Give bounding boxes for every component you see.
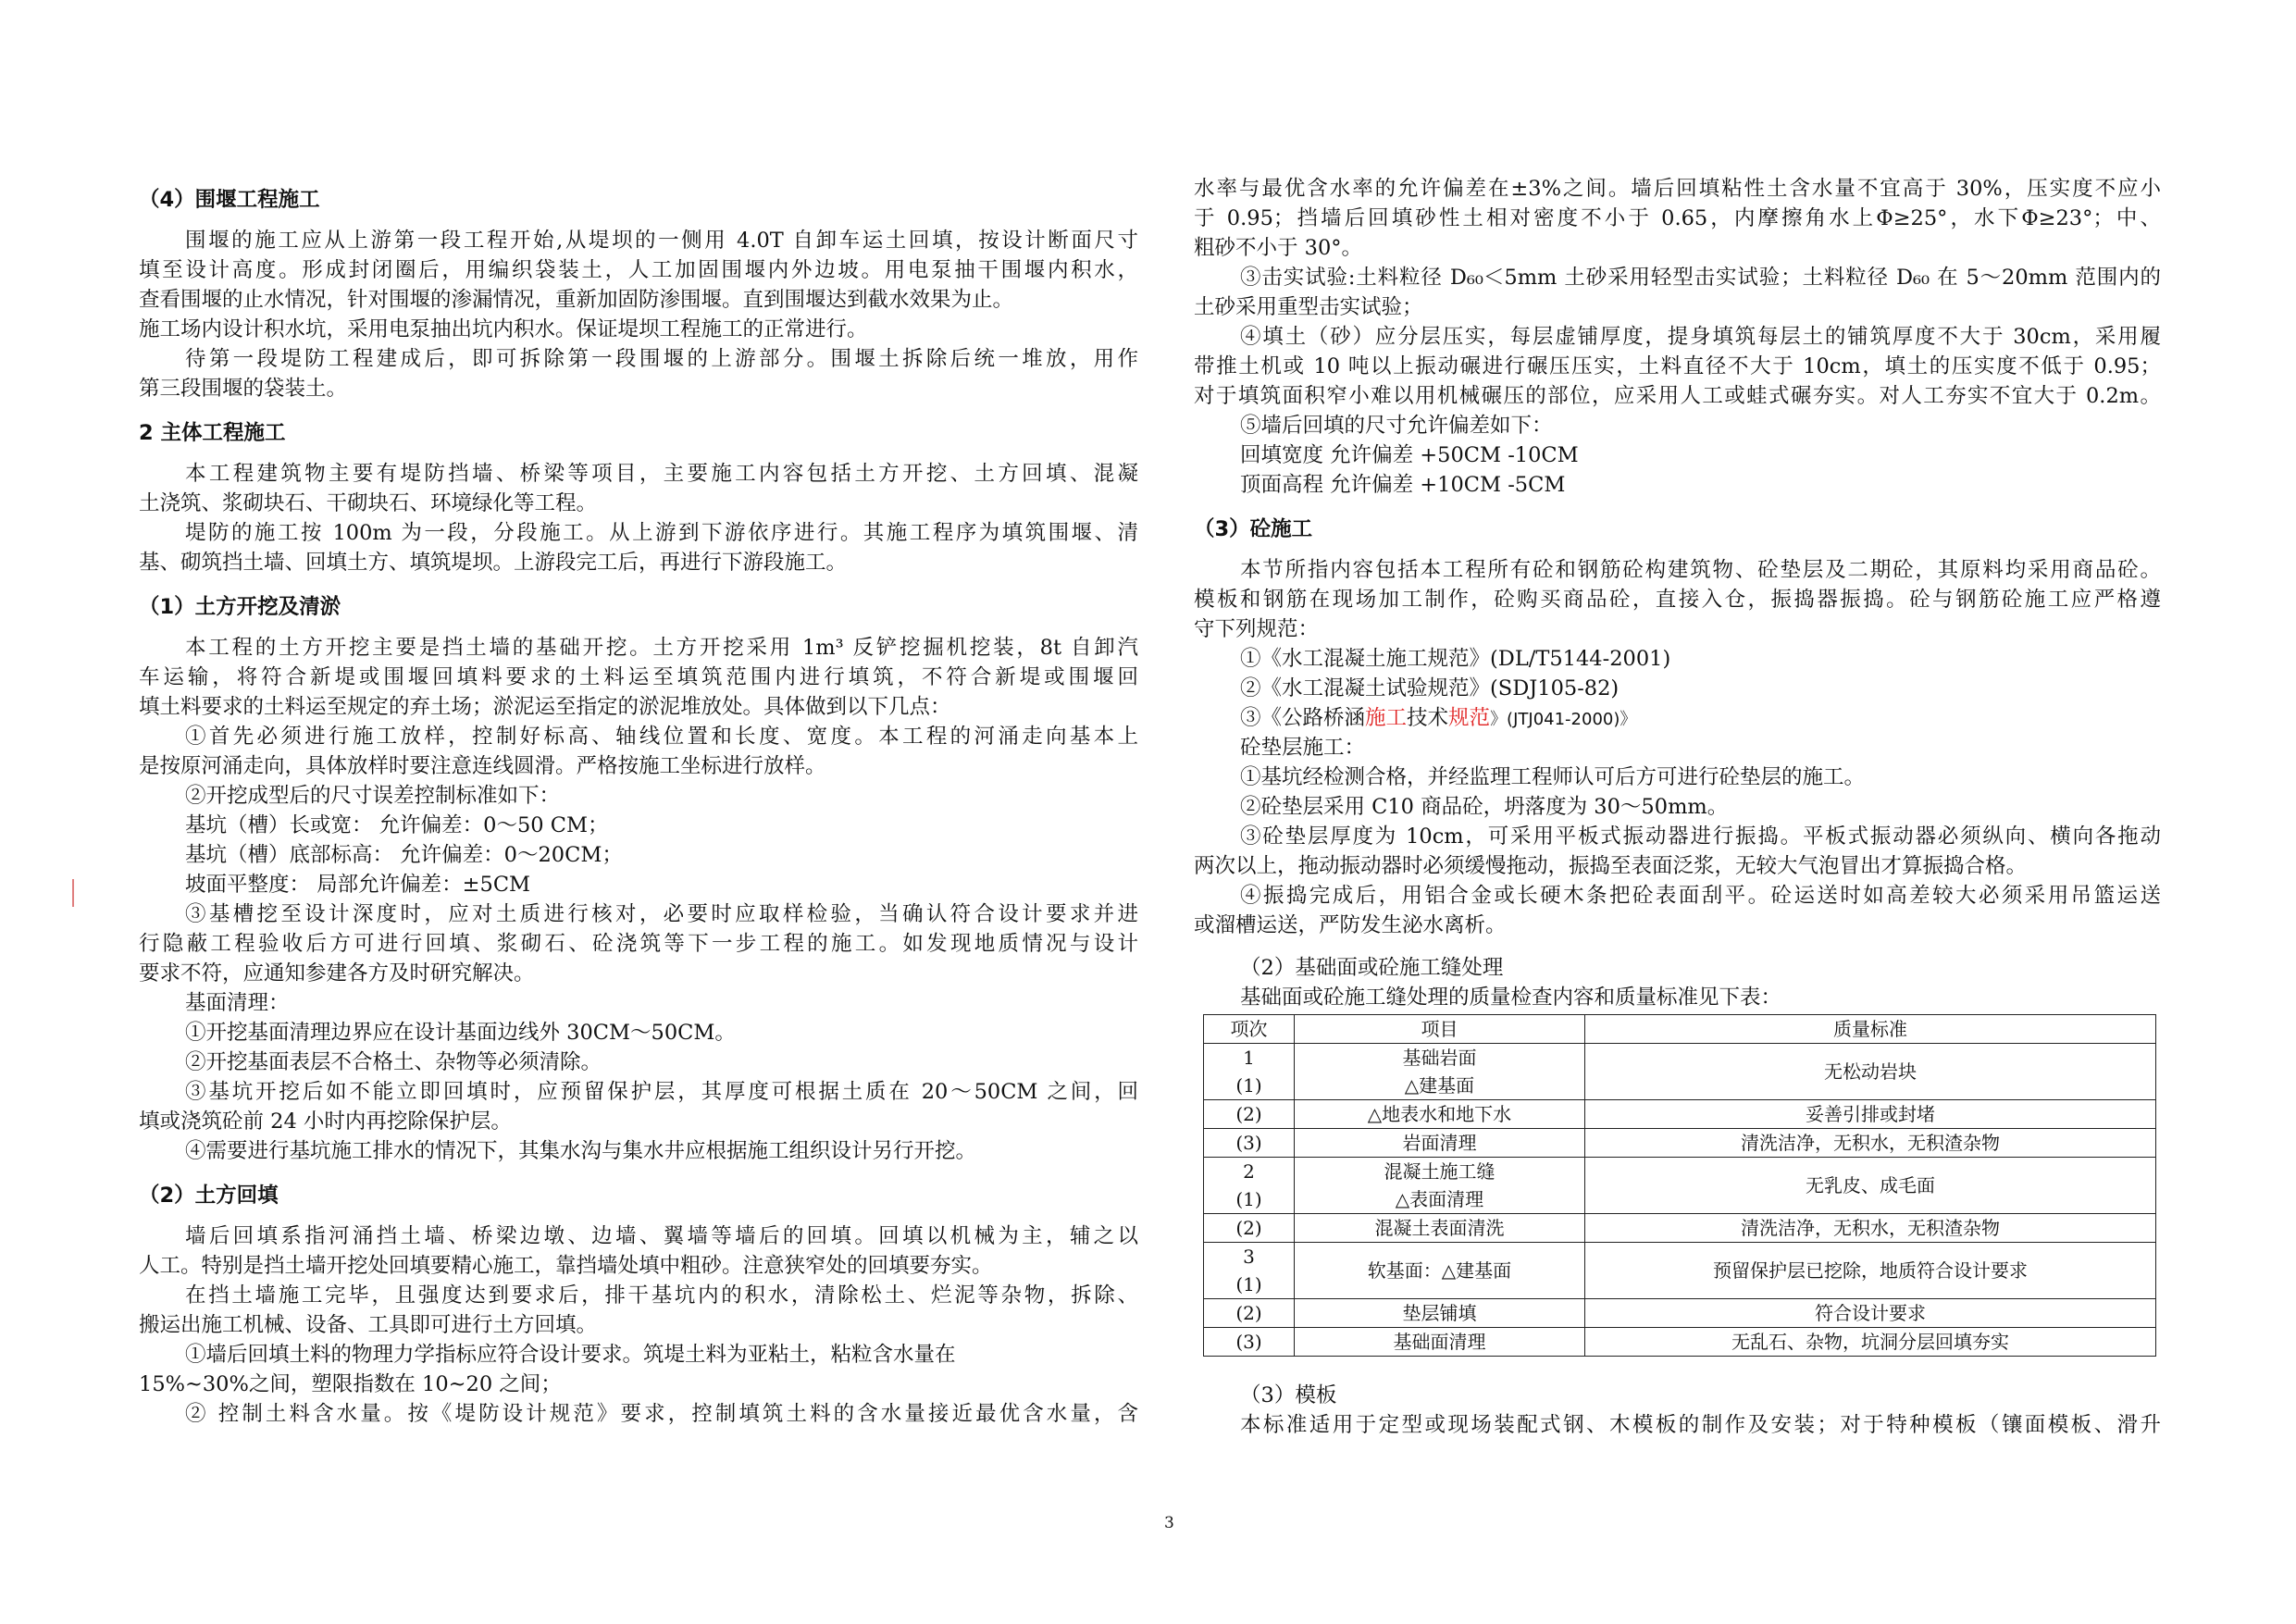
text-line: 施工场内设计积水坑，采用电泵抽出坑内积水。保证堤坝工程施工的正常进行。 <box>139 317 868 341</box>
cell-line: (1) <box>1235 1273 1262 1295</box>
text-line: ①开挖基面清理边界应在设计基面边线外 30CM～50CM。 <box>185 1021 736 1045</box>
text-line: ③基坑开挖后如不能立即回填时，应预留保护层，其厚度可根据土质在 20～50CM 之间，回 <box>185 1080 1138 1104</box>
text-line: ③砼垫层厚度为 10cm，可采用平板式振动器进行振捣。平板式振动器必须纵向、横向各拖动 <box>1240 824 2161 849</box>
cell-line: △地表水和地下水 <box>1367 1103 1512 1125</box>
text-line: 待第一段堤防工程建成后，即可拆除第一段围堰的上游部分。围堰土拆除后统一堆放，用作 <box>185 347 1138 371</box>
text-line: 第三段围堰的袋装土。 <box>139 377 348 401</box>
text-line: 基础面或砼施工缝处理的质量检查内容和质量标准见下表： <box>1240 986 1782 1010</box>
text-line: （2）基础面或砼施工缝处理 <box>1240 956 1504 980</box>
table-cell <box>1204 1129 1295 1158</box>
text-line: 顶面高程 允许偏差 +10CM -5CM <box>1240 473 1566 497</box>
cell-line: 妥善引排或封堵 <box>1806 1103 1935 1125</box>
text-line: 基坑（槽）底部标高： 允许偏差：0～20CM； <box>185 843 623 867</box>
cell-line: 无乱石、杂物，坑洞分层回填夯实 <box>1731 1331 2009 1353</box>
text-line: ②开挖成型后的尺寸误差控制标准如下： <box>185 784 561 808</box>
cell-line: 符合设计要求 <box>1815 1302 1926 1324</box>
table-row <box>1204 1129 2156 1158</box>
text-line: 模板和钢筋在现场加工制作，砼购买商品砼，直接入仓，振捣器振捣。砼与钢筋砼施工应严格遵 <box>1194 588 2161 612</box>
table-cell <box>1204 1044 1295 1100</box>
cell-line: 3 <box>1243 1246 1255 1268</box>
cell-line: 预留保护层已挖除，地质符合设计要求 <box>1713 1259 2028 1282</box>
table-cell <box>1204 1214 1295 1243</box>
table-cell <box>1585 1129 2156 1158</box>
citation-part: ③《公路桥涵 <box>1240 706 1366 730</box>
cell-line: 无乳皮、成毛面 <box>1806 1174 1935 1196</box>
table-row <box>1204 1299 2156 1328</box>
table-row <box>1204 1158 2156 1214</box>
text-line: 基面清理： <box>185 991 290 1015</box>
table-cell <box>1585 1214 2156 1243</box>
section-heading: （3）砼施工 <box>1194 517 1313 541</box>
text-line: 本节所指内容包括本工程所有砼和钢筋砼构建筑物、砼垫层及二期砼，其原料均采用商品砼。 <box>1240 558 2161 582</box>
table-row <box>1204 1100 2156 1129</box>
text-line: 土浇筑、浆砌块石、干砌块石、环境绿化等工程。 <box>139 491 598 515</box>
text-line: 两次以上，拖动振动器时必须缓慢拖动，振捣至表面泛浆，无较大气泡冒出才算振捣合格。 <box>1194 854 2028 878</box>
text-line: 本标准适用于定型或现场装配式钢、木模板的制作及安装；对于特种模板（镶面模板、滑升 <box>1240 1413 2161 1437</box>
cell-line: (2) <box>1235 1103 1262 1125</box>
table-cell <box>1585 1100 2156 1129</box>
text-line: 本工程建筑物主要有堤防挡墙、桥梁等项目，主要施工内容包括土方开挖、土方回填、混凝 <box>185 462 1138 486</box>
text-line: ④需要进行基坑施工排水的情况下，其集水沟与集水井应根据施工组织设计另行开挖。 <box>185 1139 977 1163</box>
text-line: ②开挖基面表层不合格土、杂物等必须清除。 <box>185 1050 602 1074</box>
text-line: 对于填筑面积窄小难以用机械碾压的部位，应采用人工或蛙式碾夯实。对人工夯实不宜大于 0.2m。 <box>1194 384 2161 408</box>
cell-line: (1) <box>1235 1074 1262 1097</box>
section-heading: （1）土方开挖及清淤 <box>139 595 341 619</box>
table-cell <box>1585 1328 2156 1357</box>
cell-line: 2 <box>1243 1160 1255 1183</box>
table-cell <box>1295 1158 1585 1214</box>
text-line: 粗砂不小于 30°。 <box>1194 236 1363 260</box>
text-line: 在挡土墙施工完毕，且强度达到要求后，排干基坑内的积水，清除松土、烂泥等杂物，拆除、 <box>185 1283 1138 1308</box>
citation-part: 技术 <box>1407 706 1449 730</box>
cell-line: 混凝土施工缝 <box>1384 1160 1496 1183</box>
cell-line: (2) <box>1235 1302 1262 1324</box>
text-line: 填或浇筑砼前 24 小时内再挖除保护层。 <box>139 1110 512 1134</box>
table-cell <box>1204 1158 1295 1214</box>
table-cell <box>1204 1100 1295 1129</box>
text-line: ⑤墙后回填的尺寸允许偏差如下： <box>1240 414 1553 438</box>
cell-line: 清洗洁净，无积水，无积渣杂物 <box>1741 1132 2000 1154</box>
section-heading: 2 主体工程施工 <box>139 421 286 445</box>
text-line: 填土料要求的土料运至规定的弃土场；淤泥运至指定的淤泥堆放处。具体做到以下几点： <box>139 695 951 719</box>
text-line: 或溜槽运送，严防发生泌水离析。 <box>1194 913 1507 937</box>
cell-line: 垫层铺填 <box>1402 1302 1477 1324</box>
cell-line: 基础岩面 <box>1402 1047 1477 1069</box>
text-line: ①墙后回填土料的物理力学指标应符合设计要求。筑堤土料为亚粘土，粘粒含水量在 <box>185 1343 956 1367</box>
text-line: 砼垫层施工： <box>1240 736 1366 760</box>
text-line: ④填土（砂）应分层压实，每层虚铺厚度，提身填筑每层土的铺筑厚度不大于 30cm，采用履 <box>1240 325 2161 349</box>
table-cell <box>1295 1328 1585 1357</box>
cell-line: 1 <box>1243 1047 1255 1069</box>
cell-line: 基础面清理 <box>1393 1331 1486 1353</box>
cell-line: △表面清理 <box>1395 1188 1484 1210</box>
table-cell <box>1204 1243 1295 1299</box>
table-row <box>1204 1044 2156 1100</box>
text-line: ①《水工混凝土施工规范》(DL/T5144-2001) <box>1240 647 1671 671</box>
section-heading: （2）土方回填 <box>139 1184 279 1208</box>
cell-line: (1) <box>1235 1188 1262 1210</box>
page-number: 3 <box>1164 1514 1174 1532</box>
text-line: 要求不符，应通知参建各方及时研究解决。 <box>139 961 535 986</box>
table-header-row <box>1204 1015 2156 1044</box>
text-line: 回填宽度 允许偏差 +50CM -10CM <box>1240 443 1579 467</box>
text-line: 填至设计高度。形成封闭圈后，用编织袋装土，人工加固围堰内外边坡。用电泵抽干围堰内积水， <box>139 258 1138 282</box>
cell-line: △建基面 <box>1404 1074 1475 1097</box>
table-row <box>1204 1328 2156 1357</box>
text-line: 堤防的施工按 100m 为一段，分段施工。从上游到下游依序进行。其施工程序为填筑围堰、清 <box>185 521 1138 545</box>
text-line: 是按原河涌走向，具体放样时要注意连线圆滑。严格按施工坐标进行放样。 <box>139 754 826 778</box>
table-cell <box>1585 1243 2156 1299</box>
table-cell <box>1585 1044 2156 1100</box>
citation-part: 规范 <box>1448 706 1491 730</box>
table-cell <box>1585 1158 2156 1214</box>
text-line <box>1240 703 1636 735</box>
table-header-cell: 项次 <box>1204 1015 1295 1044</box>
table-cell <box>1295 1129 1585 1158</box>
cell-line: (2) <box>1235 1217 1262 1239</box>
citation-part: 》(JTJ041-2000)》 <box>1490 710 1637 729</box>
text-line: ③击实试验:土料粒径 D₆₀＜5mm 土砂采用轻型击实试验；土料粒径 D₆₀ 在 5～20mm 范围内的 <box>1240 266 2161 290</box>
text-line: 行隐蔽工程验收后方可进行回填、浆砌石、砼浇筑等下一步工程的施工。如发现地质情况与设计 <box>139 932 1138 956</box>
section-heading: （4）围堰工程施工 <box>139 188 320 212</box>
text-line: （3）模板 <box>1240 1383 1337 1407</box>
text-line: ③基槽挖至设计深度时，应对土质进行核对，必要时应取样检验，当确认符合设计要求并进 <box>185 902 1138 926</box>
cell-line: 清洗洁净，无积水，无积渣杂物 <box>1741 1217 2000 1239</box>
text-line: 围堰的施工应从上游第一段工程开始,从堤坝的一侧用 4.0T 自卸车运土回填，按设计断面尺寸 <box>185 229 1138 253</box>
text-line: 15%~30%之间，塑限指数在 10~20 之间； <box>139 1372 562 1396</box>
cell-line: 岩面清理 <box>1402 1132 1477 1154</box>
quality-standard-table <box>1203 1014 2156 1357</box>
text-line: ④振捣完成后，用铝合金或长硬木条把砼表面刮平。砼运送时如高差较大必须采用吊篮运送 <box>1240 884 2161 908</box>
cell-line: (3) <box>1235 1331 1262 1353</box>
table-header-cell: 质量标准 <box>1585 1015 2156 1044</box>
cell-line: 无松动岩块 <box>1824 1060 1917 1083</box>
text-line: ②《水工混凝土试验规范》(SDJ105-82) <box>1240 676 1620 700</box>
text-line: 带推土机或 10 吨以上振动碾进行碾压压实，土料直径不大于 10cm，填土的压实度不低于 0.95； <box>1194 354 2161 378</box>
text-line: 搬运出施工机械、设备、工具即可进行土方回填。 <box>139 1313 598 1337</box>
table-cell <box>1295 1044 1585 1100</box>
text-line: 土砂采用重型击实试验； <box>1194 295 1423 319</box>
table-cell <box>1295 1214 1585 1243</box>
text-line: 查看围堰的止水情况，针对围堰的渗漏情况，重新加固防渗围堰。直到围堰达到截水效果为止。 <box>139 288 1014 312</box>
cell-line: (3) <box>1235 1132 1262 1154</box>
table-row <box>1204 1214 2156 1243</box>
text-line: 人工。特别是挡土墙开挖处回填要精心施工，靠挡墙处填中粗砂。注意狭窄处的回填要夯实。 <box>139 1254 993 1278</box>
table-cell <box>1295 1100 1585 1129</box>
text-line: 守下列规范： <box>1194 617 1320 641</box>
text-line: 本工程的土方开挖主要是挡土墙的基础开挖。土方开挖采用 1m³ 反铲挖掘机挖装，8t 自卸汽 <box>185 636 1138 660</box>
table-cell <box>1295 1299 1585 1328</box>
text-line: 基坑（槽）长或宽： 允许偏差：0～50 CM； <box>185 813 609 837</box>
citation-part: 施工 <box>1365 706 1408 730</box>
text-line: 车运输，将符合新堤或围堰回填料要求的土料运至填筑范围内进行填筑，不符合新堤或围堰回 <box>139 665 1138 689</box>
text-line: ①基坑经检测合格，并经监理工程师认可后方可进行砼垫层的施工。 <box>1240 765 1866 789</box>
text-line: 水率与最优含水率的允许偏差在±3%之间。墙后回填粘性土含水量不宜高于 30%，压实度不应小 <box>1194 177 2161 201</box>
text-line: 坡面平整度： 局部允许偏差：±5CM <box>185 873 531 897</box>
cell-line: 软基面：△建基面 <box>1367 1259 1512 1282</box>
table-cell <box>1585 1299 2156 1328</box>
table-row <box>1204 1243 2156 1299</box>
text-line: 基、砌筑挡土墙、回填土方、填筑堤坝。上游段完工后，再进行下游段施工。 <box>139 551 848 575</box>
table-cell <box>1295 1243 1585 1299</box>
margin-mark <box>72 879 74 907</box>
table-cell <box>1204 1299 1295 1328</box>
table-cell <box>1204 1328 1295 1357</box>
text-line: 于 0.95；挡墙后回填砂性土相对密度不小于 0.65，内摩擦角水上Φ≥25°，水下Φ≥23°；中、 <box>1194 206 2161 230</box>
table-header-cell: 项目 <box>1295 1015 1585 1044</box>
text-line: ②砼垫层采用 C10 商品砼，坍落度为 30～50mm。 <box>1240 795 1729 819</box>
text-line: ①首先必须进行施工放样，控制好标高、轴线位置和长度、宽度。本工程的河涌走向基本上 <box>185 725 1138 749</box>
cell-line: 混凝土表面清洗 <box>1374 1217 1505 1239</box>
text-line: ② 控制土料含水量。按《堤防设计规范》要求，控制填筑土料的含水量接近最优含水量，含 <box>185 1402 1138 1426</box>
text-line: 墙后回填系指河涌挡土墙、桥梁边墩、边墙、翼墙等墙后的回填。回填以机械为主，辅之以 <box>185 1224 1138 1248</box>
